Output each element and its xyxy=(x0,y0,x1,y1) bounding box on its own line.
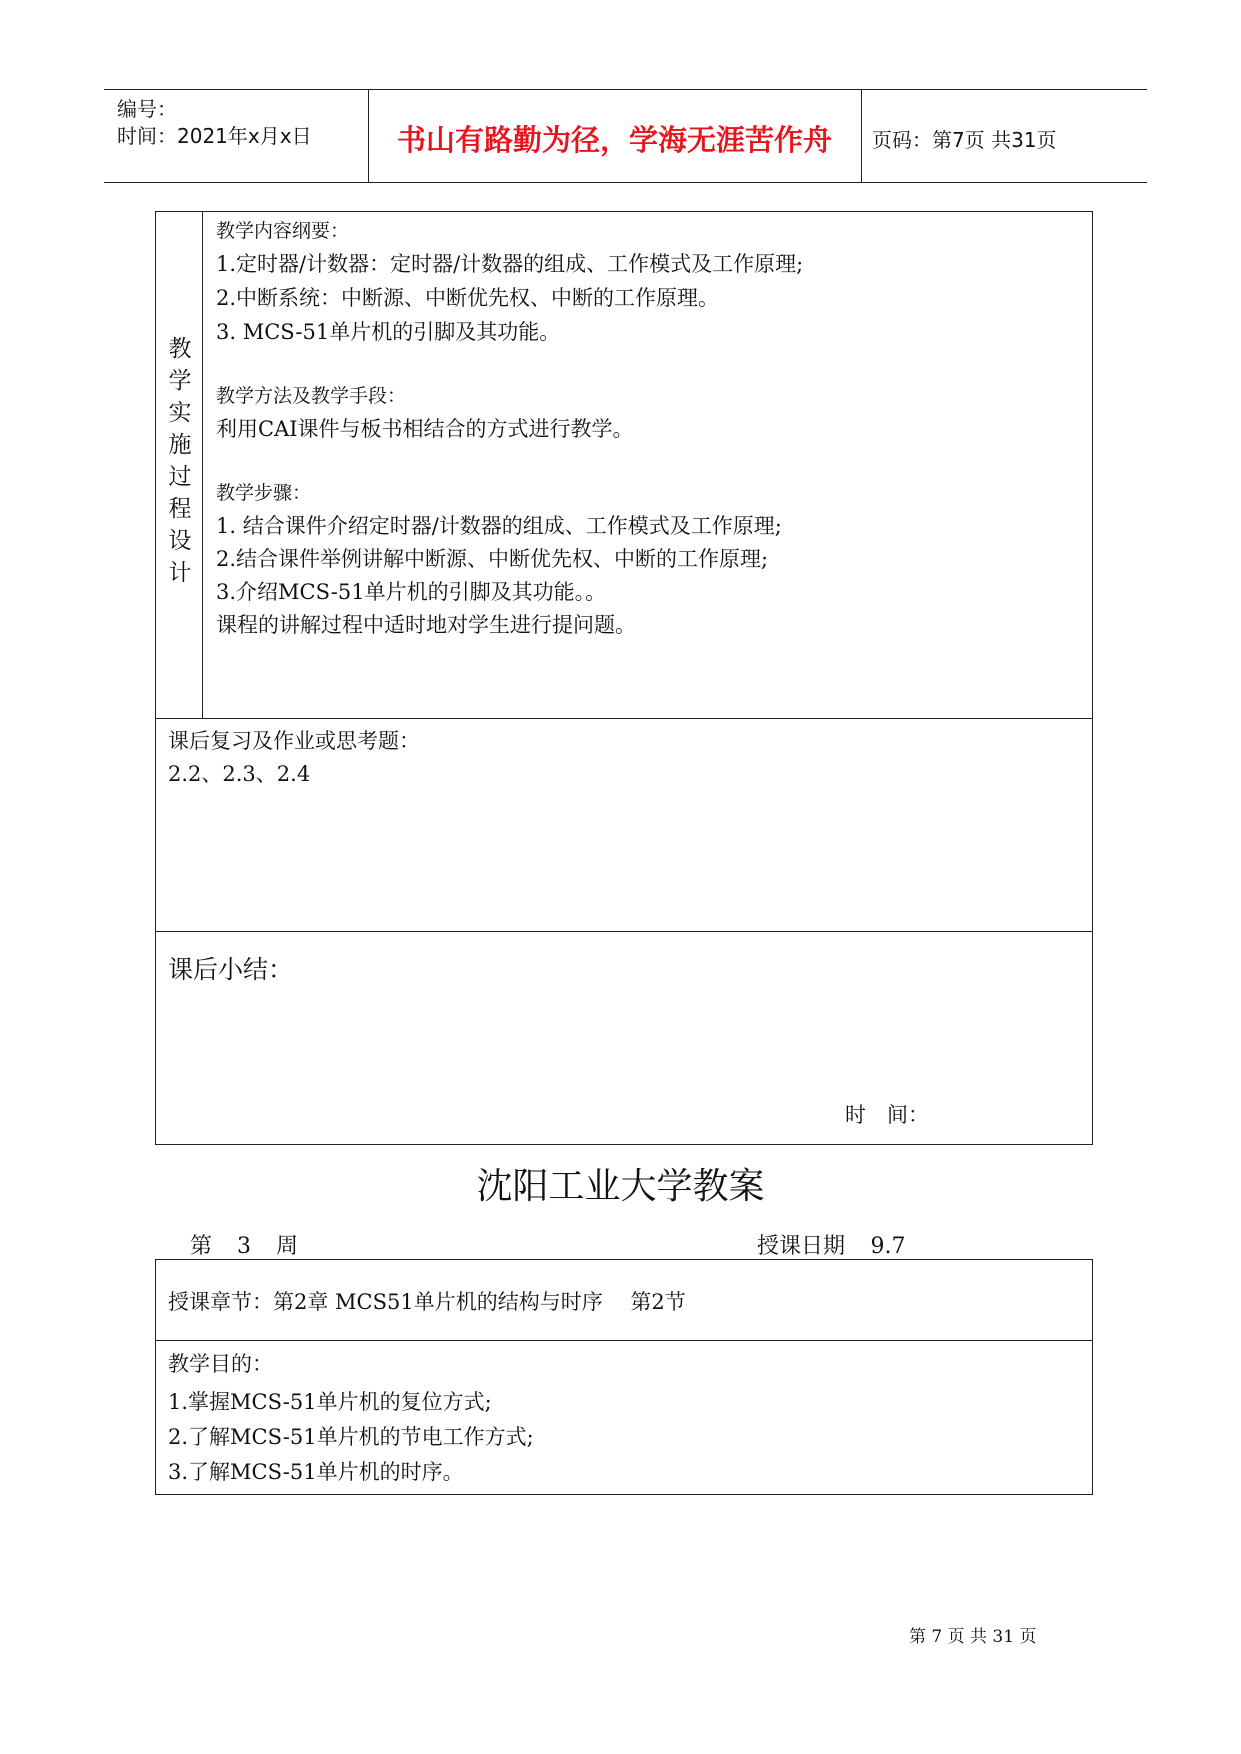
header-serial-label: 编号： xyxy=(117,97,177,121)
week-suffix: 周 xyxy=(276,1234,299,1259)
side-label xyxy=(158,330,202,600)
step-item: 1. 结合课件介绍定时器/计数器的组成、工作模式及工作原理; xyxy=(216,514,782,538)
side-label-char: 设 xyxy=(168,528,192,554)
date-label: 授课日期 xyxy=(757,1234,846,1259)
side-label-char: 实 xyxy=(168,400,192,426)
objective-item: 2.了解MCS-51单片机的节电工作方式; xyxy=(168,1425,534,1449)
footer-page-number: 第 7 页 共 31 页 xyxy=(909,1627,1037,1647)
header-top-rule xyxy=(104,89,1147,90)
objective-item: 1.掌握MCS-51单片机的复位方式; xyxy=(168,1390,492,1414)
side-label-char: 程 xyxy=(168,496,192,522)
date-line xyxy=(757,1229,931,1260)
summary-box xyxy=(155,931,1093,1145)
homework-heading: 课后复习及作业或思考题： xyxy=(168,729,420,753)
side-label-char: 教 xyxy=(168,336,192,362)
side-label-char: 学 xyxy=(168,368,192,394)
step-item: 3.介绍MCS-51单片机的引脚及其功能。。 xyxy=(216,580,607,604)
side-label-char: 计 xyxy=(168,560,192,586)
date-value: 9.7 xyxy=(845,1234,931,1260)
header-page-code: 页码：第7页 共31页 xyxy=(872,128,1057,152)
method-heading: 教学方法及教学手段： xyxy=(216,385,407,407)
header-divider-right xyxy=(861,89,862,183)
header-bottom-rule xyxy=(104,182,1147,183)
content-heading: 教学内容纲要： xyxy=(216,220,350,242)
teaching-process-divider xyxy=(202,211,203,719)
week-prefix: 第 xyxy=(190,1234,213,1259)
content-item: 2.中断系统：中断源、中断优先权、中断的工作原理。 xyxy=(216,286,720,310)
step-item: 课程的讲解过程中适时地对学生进行提问题。 xyxy=(216,613,636,637)
side-label-char: 过 xyxy=(168,464,192,490)
content-item: 3. MCS-51单片机的引脚及其功能。 xyxy=(216,320,561,344)
objective-item: 3.了解MCS-51单片机的时序。 xyxy=(168,1460,464,1484)
chapter-text: 授课章节：第2章 MCS51单片机的结构与时序 第2节 xyxy=(168,1290,686,1314)
content-item: 1.定时器/计数器：定时器/计数器的组成、工作模式及工作原理; xyxy=(216,252,804,276)
side-label-char: 施 xyxy=(168,432,192,458)
header-motto: 书山有路勤为径，学海无涯苦作舟 xyxy=(396,123,832,157)
page-title: 沈阳工业大学教案 xyxy=(476,1166,765,1207)
header-time-label: 时间：2021年x月x日 xyxy=(117,124,312,148)
step-item: 2.结合课件举例讲解中断源、中断优先权、中断的工作原理; xyxy=(216,547,769,571)
summary-time-label: 时 间： xyxy=(845,1103,929,1127)
objectives-heading: 教学目的： xyxy=(168,1352,273,1376)
week-line xyxy=(190,1229,298,1260)
steps-heading: 教学步骤： xyxy=(216,482,312,504)
summary-heading: 课后小结： xyxy=(168,955,294,984)
week-value: 3 xyxy=(212,1234,276,1260)
homework-items: 2.2、2.3、2.4 xyxy=(168,762,311,786)
method-text: 利用CAI课件与板书相结合的方式进行教学。 xyxy=(216,417,634,441)
